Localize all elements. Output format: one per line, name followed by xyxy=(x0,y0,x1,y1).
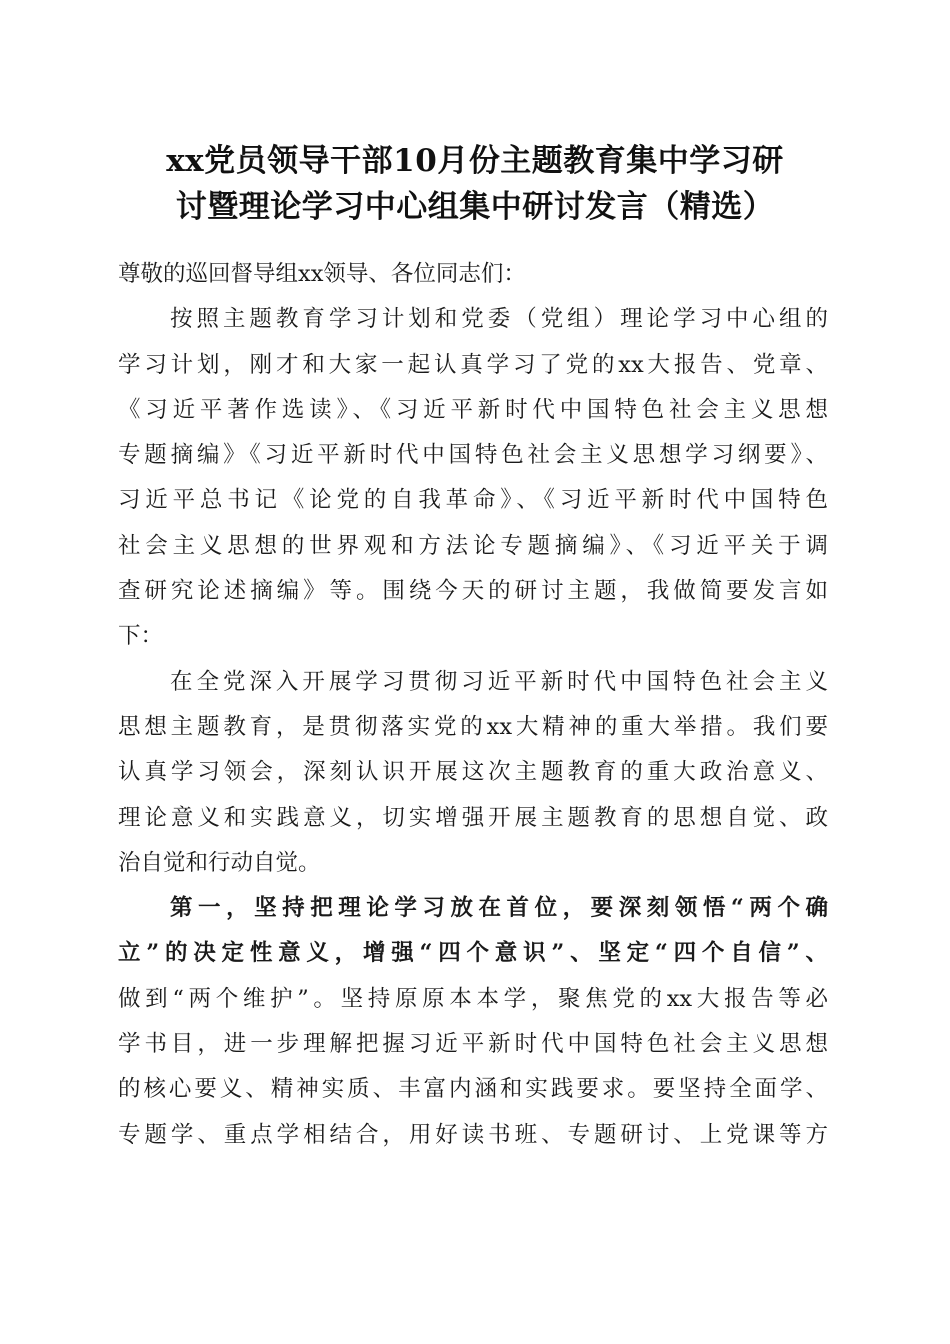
document-body xyxy=(118,252,828,1158)
paragraph-3-line-1: 第一，坚持把理论学习放在首位，要深刻领悟“两个确 xyxy=(170,895,828,922)
paragraph-1-line-2: 学习计划，刚才和大家一起认真学习了党的xx大报告、党章、 xyxy=(118,351,828,378)
paragraph-1-line-7: 查研究论述摘编》等。围绕今天的研讨主题，我做简要发言如 xyxy=(118,578,828,605)
paragraph-3-line-3: 做到“两个维护”。坚持原原本本学，聚焦党的xx大报告等必 xyxy=(118,985,828,1012)
paragraph-3-line-6: 专题学、重点学相结合，用好读书班、专题研讨、上党课等方 xyxy=(118,1121,828,1148)
paragraph-1-line-8: 下： xyxy=(118,623,164,650)
paragraph-2-line-2: 思想主题教育，是贯彻落实党的xx大精神的重大举措。我们要 xyxy=(118,713,828,740)
paragraph-3-line-5: 的核心要义、精神实质、丰富内涵和实践要求。要坚持全面学、 xyxy=(118,1076,828,1103)
paragraph-1-line-5: 习近平总书记《论党的自我革命》、《习近平新时代中国特色 xyxy=(118,487,828,514)
paragraph-1-line-4: 专题摘编》《习近平新时代中国特色社会主义思想学习纲要》、 xyxy=(118,442,828,469)
paragraph-2-line-1: 在全党深入开展学习贯彻习近平新时代中国特色社会主义 xyxy=(170,668,828,695)
paragraph-1-line-3: 《习近平著作选读》、《习近平新时代中国特色社会主义思想 xyxy=(118,396,828,423)
paragraph-2-line-3: 认真学习领会，深刻认识开展这次主题教育的重大政治意义、 xyxy=(118,759,828,786)
salutation: 尊敬的巡回督导组xx领导、各位同志们： xyxy=(118,261,526,287)
paragraph-3-line-2: 立”的决定性意义，增强“四个意识”、坚定“四个自信”、 xyxy=(118,940,828,967)
paragraph-1-line-6: 社会主义思想的世界观和方法论专题摘编》、《习近平关于调 xyxy=(118,532,828,559)
paragraph-1-line-1: 按照主题教育学习计划和党委（党组）理论学习中心组的 xyxy=(170,306,828,333)
title-line-2: 讨暨理论学习中心组集中研讨发言（精选） xyxy=(175,189,775,225)
paragraph-2-line-5: 治自觉和行动自觉。 xyxy=(118,849,321,876)
title-line-1: xx党员领导干部10月份主题教育集中学习研 xyxy=(166,143,784,179)
paragraph-2-line-4: 理论意义和实践意义，切实增强开展主题教育的思想自觉、政 xyxy=(118,804,828,831)
paragraph-3-line-4: 学书目，进一步理解把握习近平新时代中国特色社会主义思想 xyxy=(118,1031,828,1058)
document-title xyxy=(100,138,850,230)
